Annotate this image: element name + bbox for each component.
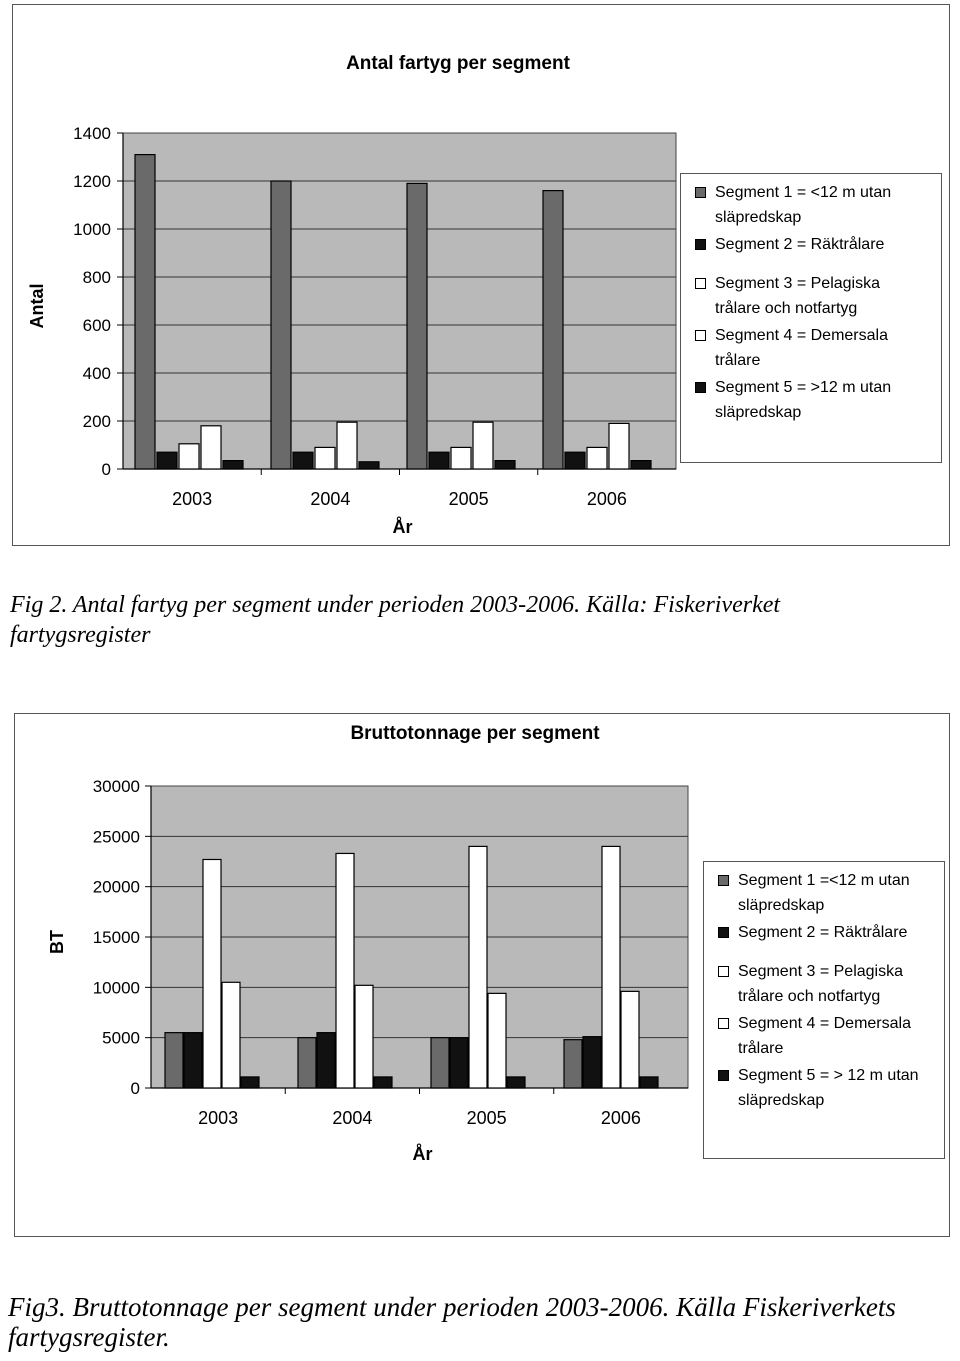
chart-2-legend <box>703 861 945 1159</box>
bar-segment-5-2005 <box>495 461 515 469</box>
legend-item-segment-2 <box>718 920 936 945</box>
x-tick-label: 2003 <box>198 1108 239 1128</box>
legend-label-line: Segment 2 = Räktrålare <box>715 236 885 253</box>
y-tick-label: 0 <box>101 460 111 479</box>
y-axis-label: BT <box>47 930 67 954</box>
legend-label-line: trålare och notfartyg <box>715 300 858 317</box>
legend-label-line: Segment 4 = Demersala <box>715 327 888 344</box>
legend-label-line: trålare <box>715 352 761 369</box>
bar-segment-1-2003 <box>135 155 155 469</box>
plot-area <box>123 133 676 469</box>
chart-1-legend <box>680 173 942 463</box>
bar-segment-2-2004 <box>317 1033 335 1088</box>
x-tick-label: 2005 <box>448 489 489 509</box>
y-tick-label: 400 <box>82 364 111 383</box>
bar-segment-3-2003 <box>203 859 221 1088</box>
fig3-caption-line-1: Fig3. Bruttotonnage per segment under perioden 2003-2006. Källa Fiskeriverkets <box>8 1292 896 1322</box>
y-tick-label: 30000 <box>92 777 140 796</box>
fig2-caption-line-2: fartygsregister <box>10 622 151 648</box>
bar-segment-4-2005 <box>473 422 493 469</box>
legend-label-line: Segment 1 =<12 m utan <box>738 872 910 889</box>
y-tick-label: 1200 <box>73 172 111 191</box>
legend-label-line: släpredskap <box>738 897 825 914</box>
legend-label-line: Segment 1 = <12 m utan <box>715 184 892 201</box>
bar-segment-3-2003 <box>179 444 199 469</box>
bar-segment-3-2006 <box>587 447 607 469</box>
y-tick-label: 1000 <box>73 220 111 239</box>
bar-segment-1-2005 <box>407 183 427 469</box>
legend-label-line: Segment 5 = > 12 m utan <box>738 1067 919 1084</box>
legend-item-segment-1 <box>695 180 933 230</box>
chart-2-frame <box>14 713 950 1237</box>
legend-swatch-icon <box>718 875 729 886</box>
fig3-caption <box>8 1292 958 1352</box>
legend-item-segment-4 <box>695 323 933 373</box>
legend-label-line: Segment 2 = Räktrålare <box>738 924 908 941</box>
legend-item-segment-3 <box>718 959 936 1009</box>
legend-swatch-icon <box>695 382 706 393</box>
legend-item-segment-3 <box>695 271 933 321</box>
legend-item-segment-5 <box>695 375 933 425</box>
bar-segment-1-2006 <box>543 191 563 469</box>
legend-label-line: släpredskap <box>715 404 802 421</box>
fig2-caption-line-1: Fig 2. Antal fartyg per segment under perioden 2003-2006. Källa: Fiskeriverket <box>10 592 781 618</box>
legend-item-segment-5 <box>718 1063 936 1113</box>
bar-segment-2-2003 <box>184 1033 202 1088</box>
legend-label-line: Segment 5 = >12 m utan <box>715 379 892 396</box>
y-tick-label: 600 <box>82 316 111 335</box>
bar-segment-3-2004 <box>315 447 335 469</box>
x-axis-label: År <box>392 517 413 537</box>
legend-label-line: Segment 3 = Pelagiska <box>738 963 903 980</box>
x-axis-label: År <box>412 1144 433 1164</box>
legend-item-segment-1 <box>718 868 936 918</box>
legend-label-line: Segment 3 = Pelagiska <box>715 275 880 292</box>
bar-segment-4-2006 <box>609 423 629 469</box>
bar-segment-4-2003 <box>222 982 240 1088</box>
x-tick-label: 2006 <box>600 1108 641 1128</box>
y-axis-label: Antal <box>27 283 47 329</box>
bar-segment-4-2004 <box>337 422 357 469</box>
bar-segment-3-2006 <box>602 846 620 1088</box>
y-tick-label: 15000 <box>92 928 140 947</box>
legend-swatch-icon <box>695 187 706 198</box>
x-tick-label: 2004 <box>332 1108 373 1128</box>
x-tick-label: 2004 <box>310 489 351 509</box>
x-tick-label: 2003 <box>172 489 213 509</box>
bar-segment-1-2006 <box>564 1040 582 1088</box>
y-tick-label: 10000 <box>92 978 140 998</box>
bar-segment-5-2003 <box>241 1077 259 1088</box>
fig3-caption-line-2: fartygsregister. <box>8 1322 170 1352</box>
bar-segment-5-2006 <box>631 461 651 469</box>
legend-swatch-icon <box>718 1070 729 1081</box>
y-tick-label: 0 <box>130 1079 140 1098</box>
bar-segment-4-2005 <box>488 993 506 1088</box>
y-tick-label: 1400 <box>73 124 111 143</box>
legend-swatch-icon <box>718 966 729 977</box>
bar-segment-5-2003 <box>223 461 243 469</box>
bar-segment-2-2003 <box>157 452 177 469</box>
y-tick-label: 25000 <box>92 827 140 847</box>
bar-segment-2-2005 <box>429 452 449 469</box>
chart-1-frame <box>12 4 950 546</box>
legend-label-line: trålare <box>738 1040 784 1057</box>
bar-segment-5-2006 <box>640 1077 658 1088</box>
legend-label-line: trålare och notfartyg <box>738 988 881 1005</box>
bar-segment-1-2003 <box>165 1033 183 1088</box>
bar-segment-1-2005 <box>431 1038 449 1088</box>
bar-segment-2-2006 <box>583 1037 601 1088</box>
fig2-caption <box>10 590 950 650</box>
legend-swatch-icon <box>718 927 729 938</box>
y-tick-label: 200 <box>82 412 111 431</box>
legend-item-segment-4 <box>718 1011 936 1061</box>
bar-segment-5-2004 <box>359 462 379 469</box>
y-tick-label: 5000 <box>102 1028 140 1048</box>
chart-2-title: Bruttotonnage per segment <box>350 723 600 744</box>
legend-swatch-icon <box>718 1018 729 1029</box>
bar-segment-5-2004 <box>374 1077 392 1088</box>
y-tick-label: 20000 <box>92 877 140 897</box>
legend-swatch-icon <box>695 239 706 250</box>
x-tick-label: 2005 <box>466 1108 507 1128</box>
legend-swatch-icon <box>695 278 706 289</box>
bar-segment-2-2005 <box>450 1038 468 1088</box>
legend-item-segment-2 <box>695 232 933 257</box>
legend-swatch-icon <box>695 330 706 341</box>
chart-1-title: Antal fartyg per segment <box>346 53 570 74</box>
x-tick-label: 2006 <box>586 489 627 509</box>
bar-segment-5-2005 <box>507 1077 525 1088</box>
bar-segment-3-2004 <box>336 853 354 1088</box>
bar-segment-4-2004 <box>355 985 373 1088</box>
legend-label-line: släpredskap <box>715 209 802 226</box>
bar-segment-2-2006 <box>565 452 585 469</box>
y-tick-label: 800 <box>82 268 111 287</box>
bar-segment-4-2006 <box>621 991 639 1088</box>
bar-segment-1-2004 <box>298 1038 316 1088</box>
bar-segment-3-2005 <box>469 846 487 1088</box>
legend-label-line: Segment 4 = Demersala <box>738 1015 911 1032</box>
legend-label-line: släpredskap <box>738 1092 825 1109</box>
bar-segment-3-2005 <box>451 447 471 469</box>
bar-segment-1-2004 <box>271 181 291 469</box>
bar-segment-4-2003 <box>201 426 221 469</box>
bar-segment-2-2004 <box>293 452 313 469</box>
